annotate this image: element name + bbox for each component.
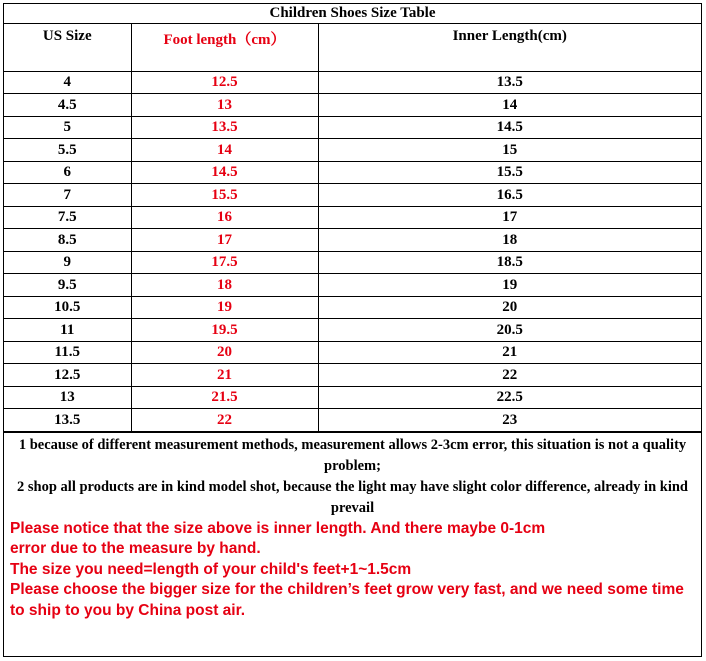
table-row xyxy=(4,341,701,364)
table-row xyxy=(4,364,701,387)
cell-us-size: 9 xyxy=(4,251,131,274)
table-row xyxy=(4,184,701,207)
cell-us-size: 4.5 xyxy=(4,94,131,117)
header-foot-length: Foot length（cm） xyxy=(131,24,318,71)
cell-us-size: 10.5 xyxy=(4,296,131,319)
cell-us-size: 11 xyxy=(4,319,131,342)
cell-inner-length: 16.5 xyxy=(318,184,701,207)
cell-inner-length: 23 xyxy=(318,409,701,432)
cell-foot-length: 18 xyxy=(131,274,318,297)
table-row xyxy=(4,409,701,432)
table-row xyxy=(4,251,701,274)
table-row xyxy=(4,71,701,94)
table-row xyxy=(4,94,701,117)
table-row xyxy=(4,296,701,319)
table-row xyxy=(4,139,701,162)
cell-us-size: 5.5 xyxy=(4,139,131,162)
cell-inner-length: 13.5 xyxy=(318,71,701,94)
header-inner-length: Inner Length(cm) xyxy=(318,24,701,71)
size-rows xyxy=(4,71,701,431)
cell-inner-length: 20.5 xyxy=(318,319,701,342)
cell-us-size: 4 xyxy=(4,71,131,94)
cell-foot-length: 14.5 xyxy=(131,161,318,184)
cell-foot-length: 19.5 xyxy=(131,319,318,342)
cell-inner-length: 18.5 xyxy=(318,251,701,274)
cell-inner-length: 22.5 xyxy=(318,386,701,409)
cell-us-size: 12.5 xyxy=(4,364,131,387)
note-inner-length: Please notice that the size above is inner length. And there maybe 0-1cm error due to the measure by hand. xyxy=(10,519,546,557)
cell-inner-length: 17 xyxy=(318,206,701,229)
table-title: Children Shoes Size Table xyxy=(4,4,701,24)
cell-inner-length: 15 xyxy=(318,139,701,162)
table-row xyxy=(4,386,701,409)
cell-foot-length: 17 xyxy=(131,229,318,252)
table-row xyxy=(4,206,701,229)
cell-us-size: 13 xyxy=(4,386,131,409)
header-us-size: US Size xyxy=(4,24,131,71)
cell-foot-length: 13 xyxy=(131,94,318,117)
cell-inner-length: 14.5 xyxy=(318,116,701,139)
cell-foot-length: 21 xyxy=(131,364,318,387)
size-table xyxy=(4,24,701,432)
cell-foot-length: 20 xyxy=(131,341,318,364)
cell-foot-length: 19 xyxy=(131,296,318,319)
cell-us-size: 8.5 xyxy=(4,229,131,252)
table-row xyxy=(4,274,701,297)
cell-us-size: 5 xyxy=(4,116,131,139)
cell-foot-length: 13.5 xyxy=(131,116,318,139)
table-row xyxy=(4,319,701,342)
cell-us-size: 9.5 xyxy=(4,274,131,297)
cell-inner-length: 14 xyxy=(318,94,701,117)
table-row xyxy=(4,116,701,139)
cell-us-size: 7.5 xyxy=(4,206,131,229)
note-bigger-size: Please choose the bigger size for the children’s feet grow very fast, and we need some time to ship to you by China post air. xyxy=(10,581,684,619)
notes-section xyxy=(4,432,701,622)
cell-us-size: 11.5 xyxy=(4,341,131,364)
cell-inner-length: 18 xyxy=(318,229,701,252)
header-row xyxy=(4,24,701,71)
cell-foot-length: 17.5 xyxy=(131,251,318,274)
cell-us-size: 13.5 xyxy=(4,409,131,432)
cell-foot-length: 22 xyxy=(131,409,318,432)
table-row xyxy=(4,161,701,184)
cell-inner-length: 22 xyxy=(318,364,701,387)
cell-us-size: 7 xyxy=(4,184,131,207)
cell-foot-length: 15.5 xyxy=(131,184,318,207)
cell-inner-length: 21 xyxy=(318,341,701,364)
cell-inner-length: 20 xyxy=(318,296,701,319)
cell-foot-length: 16 xyxy=(131,206,318,229)
cell-us-size: 6 xyxy=(4,161,131,184)
note-color-difference: 2 shop all products are in kind model shot, because the light may have slight color difference, already in kind prevail xyxy=(17,478,688,516)
size-chart xyxy=(3,3,702,657)
cell-foot-length: 21.5 xyxy=(131,386,318,409)
cell-inner-length: 19 xyxy=(318,274,701,297)
cell-foot-length: 12.5 xyxy=(131,71,318,94)
table-row xyxy=(4,229,701,252)
cell-foot-length: 14 xyxy=(131,139,318,162)
cell-inner-length: 15.5 xyxy=(318,161,701,184)
note-measurement-error: 1 because of different measurement methods, measurement allows 2-3cm error, this situation is not a quality problem; xyxy=(18,436,687,474)
note-size-formula: The size you need=length of your child's feet+1~1.5cm xyxy=(10,560,412,578)
